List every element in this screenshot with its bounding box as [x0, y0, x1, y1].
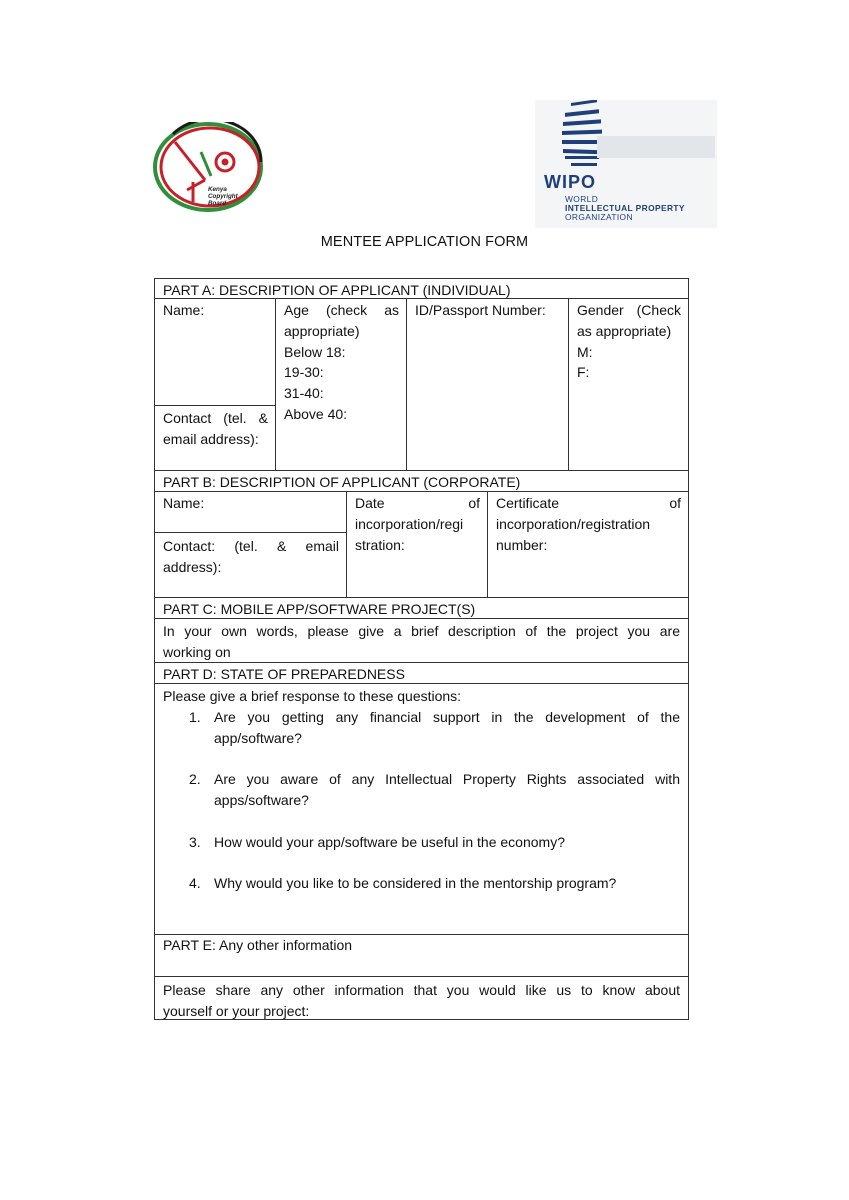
- individual-name-field[interactable]: Name:: [163, 302, 205, 318]
- part-e-header: PART E: Any other information: [154, 935, 689, 977]
- age-option-above-40[interactable]: Above 40:: [284, 405, 348, 422]
- corporate-name-field[interactable]: Name:: [163, 495, 205, 511]
- preparedness-questions: [163, 707, 680, 894]
- part-a-fields: [154, 299, 689, 471]
- incorporation-date-field[interactable]: Date of incorporation/regi stration:: [346, 492, 487, 597]
- certificate-number-field[interactable]: Certificate of incorporation/registration number:: [487, 492, 688, 597]
- part-c-header: PART C: MOBILE APP/SOFTWARE PROJECT(S): [154, 598, 689, 619]
- part-a-header: PART A: DESCRIPTION OF APPLICANT (INDIVIDUAL): [154, 278, 689, 299]
- question-item: 2. Are you aware of any Intellectual Property Rights associated with apps/software?: [189, 771, 680, 808]
- wipo-logo: [535, 100, 717, 228]
- question-item: 3. How would your app/software be useful in the economy?: [189, 833, 565, 850]
- preparedness-field[interactable]: [154, 684, 689, 935]
- form-title: MENTEE APPLICATION FORM: [320, 234, 529, 250]
- individual-contact-field[interactable]: Contact (tel. & email address):: [163, 410, 268, 447]
- other-information-field[interactable]: Please share any other information that you would like us to know about yourself or your project:: [154, 977, 689, 1020]
- kecobo-logo-text: Kenya Copyright Board: [208, 186, 238, 207]
- part-d-header: PART D: STATE OF PREPAREDNESS: [154, 663, 689, 684]
- id-passport-field[interactable]: ID/Passport Number:: [406, 299, 568, 470]
- gender-option-f[interactable]: F:: [577, 364, 590, 381]
- application-form: [154, 278, 689, 1020]
- gender-field[interactable]: Gender (Check as appropriate) M: F:: [568, 299, 688, 470]
- project-description-field[interactable]: In your own words, please give a brief description of the project you are working on: [154, 619, 689, 663]
- age-option-19-30[interactable]: 19-30:: [284, 364, 324, 381]
- part-b-header: PART B: DESCRIPTION OF APPLICANT (CORPORATE): [154, 471, 689, 492]
- preparedness-intro: Please give a brief response to these questions:: [163, 688, 462, 704]
- age-option-below-18[interactable]: Below 18:: [284, 343, 346, 360]
- wipo-full-name: WORLD INTELLECTUAL PROPERTY ORGANIZATION: [565, 194, 685, 222]
- gender-option-m[interactable]: M:: [577, 343, 593, 360]
- question-item: 4. Why would you like to be considered in the mentorship program?: [189, 875, 617, 892]
- wipo-abbreviation: WIPO: [544, 172, 596, 192]
- part-b-fields: [154, 492, 689, 598]
- age-option-31-40[interactable]: 31-40:: [284, 385, 324, 402]
- question-item: 1. Are you getting any financial support in the development of the app/software?: [189, 708, 680, 746]
- corporate-contact-field[interactable]: Contact: (tel. & email address):: [163, 538, 339, 575]
- age-field[interactable]: Age (check as appropriate) Below 18: 19-30: 31-40: Above 40:: [275, 299, 406, 470]
